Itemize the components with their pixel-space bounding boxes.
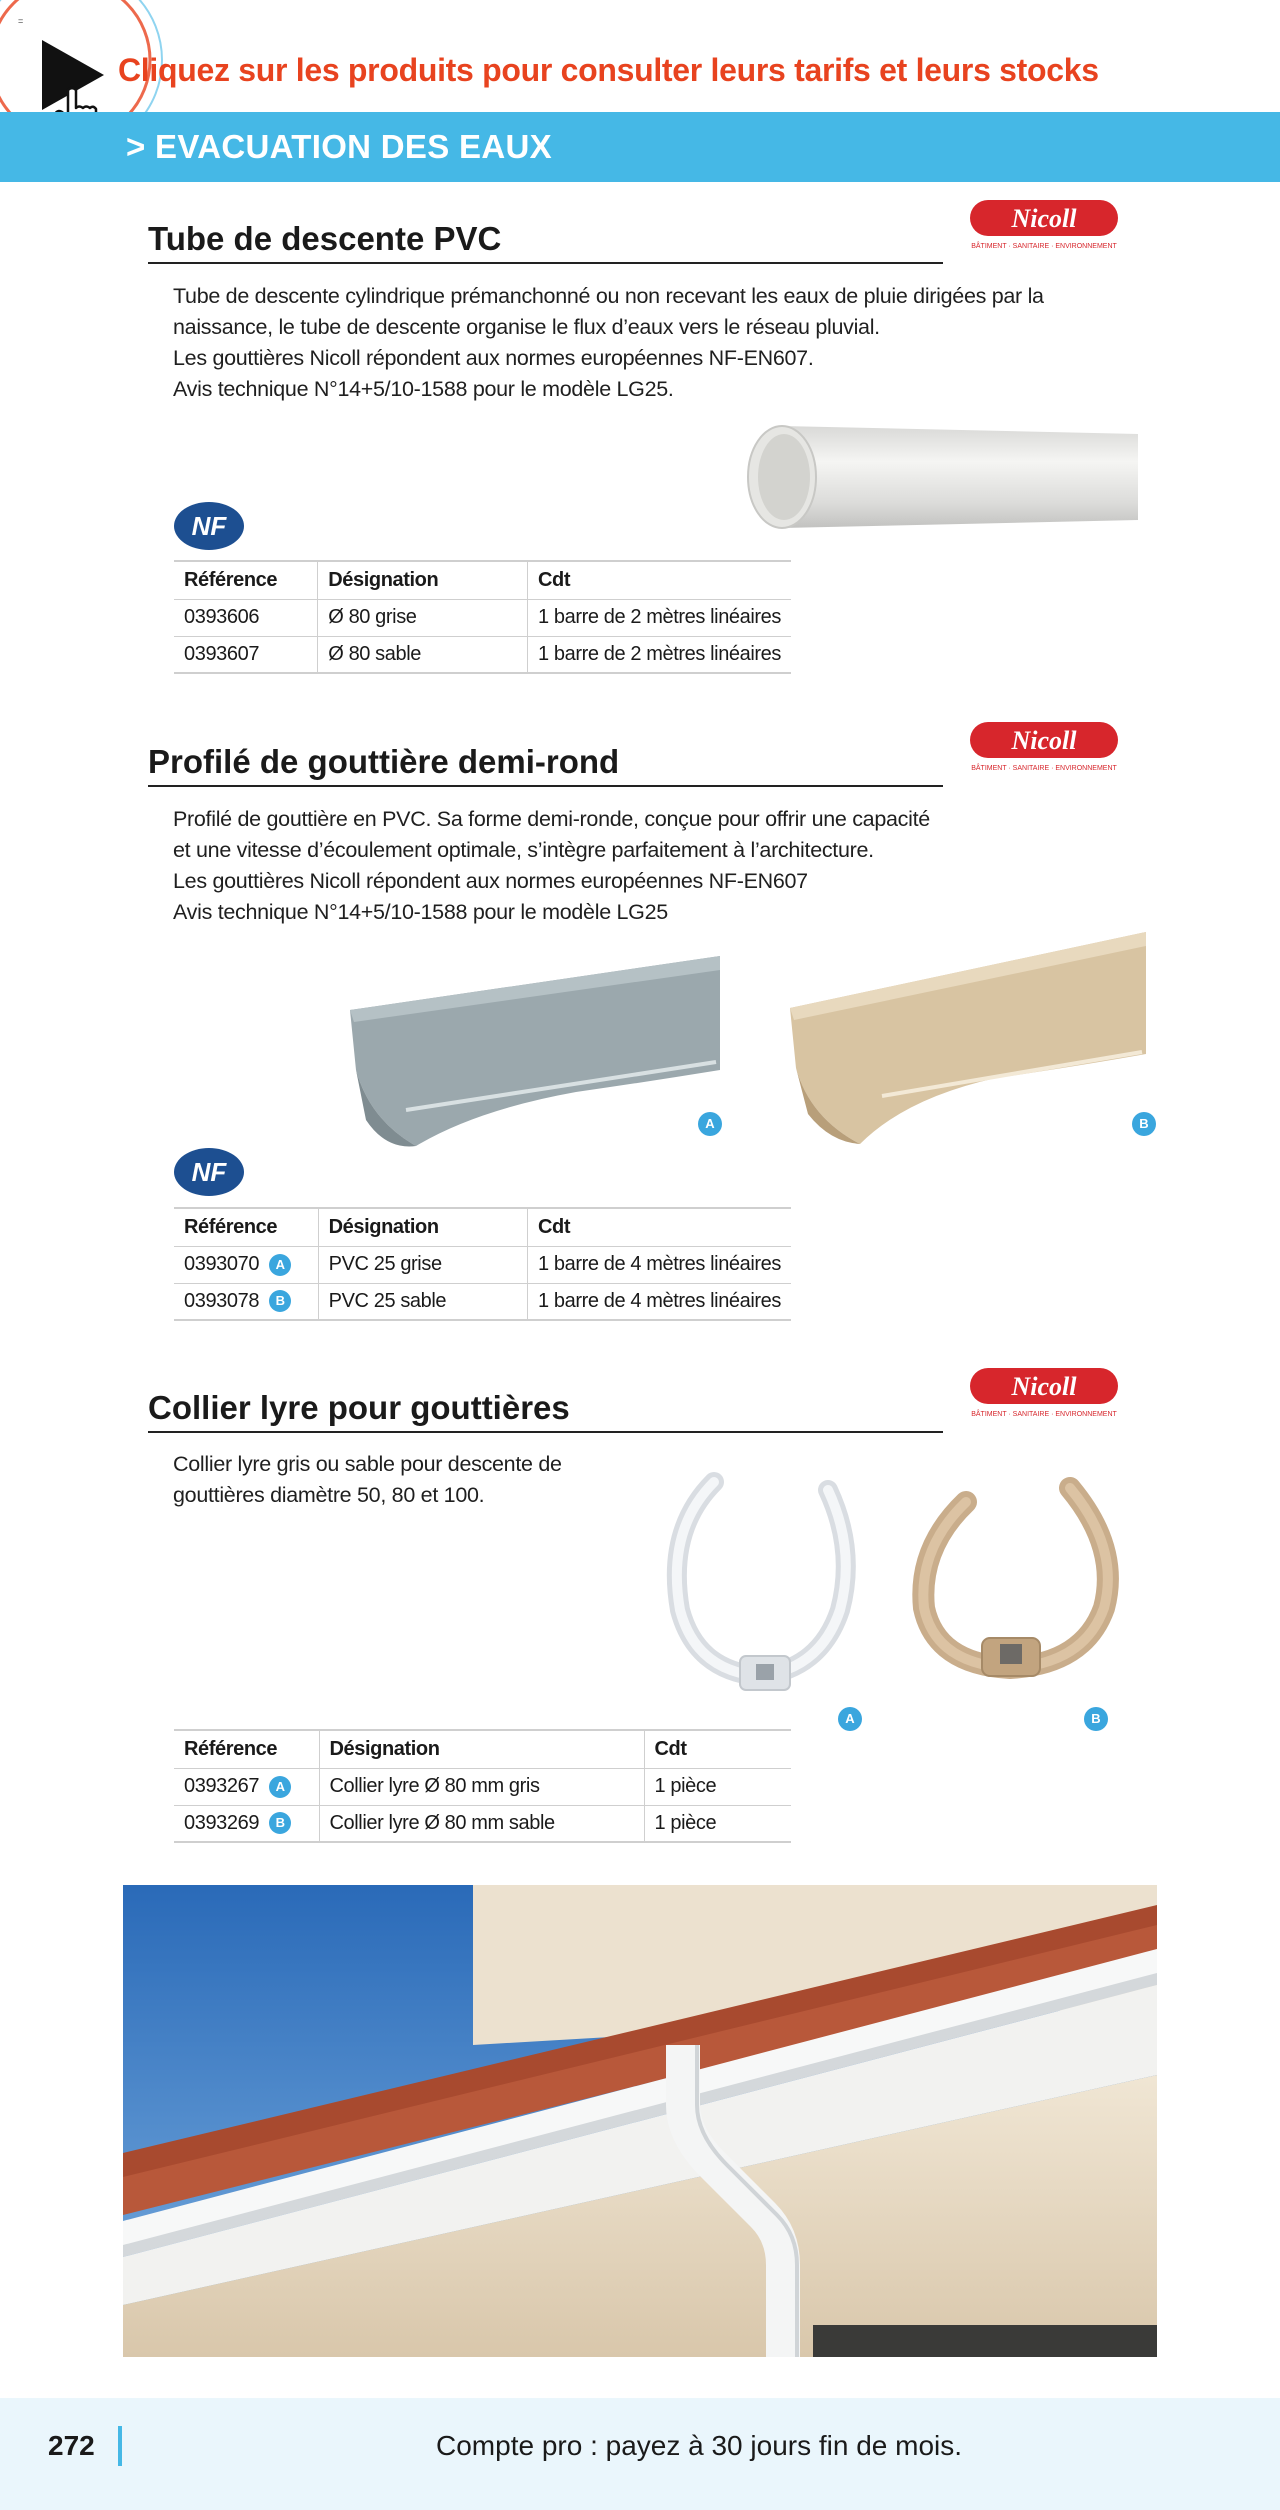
row-badge: A (269, 1254, 291, 1276)
product-description-tube: Tube de descente cylindrique prémanchonné ou non recevant les eaux de pluie dirigées par la naissance, le tube de descente organise le flux d’eaux vers le réseau pluvial. Les gouttières Nicoll répondent aux normes européennes NF-EN607. Avis technique N°14+5/10-1588 pour le modèle LG25. (173, 284, 1044, 401)
footer-payment-note: Compte pro : payez à 30 jours fin de mois. (436, 2430, 963, 2461)
cell-designation: Ø 80 sable (318, 636, 528, 673)
cell-designation: PVC 25 grise (318, 1246, 527, 1283)
cell-reference[interactable]: 0393269 B (174, 1805, 319, 1842)
cell-cdt: 1 barre de 4 mètres linéaires (528, 1283, 791, 1320)
product-title-tube[interactable]: Tube de descente PVC (148, 220, 943, 264)
nf-certification-logo (172, 500, 246, 552)
spec-table-collar (174, 1729, 791, 1843)
cell-designation: PVC 25 sable (318, 1283, 527, 1320)
product-title-gutter[interactable]: Profilé de gouttière demi-rond (148, 743, 943, 787)
cell-cdt: 1 barre de 2 mètres linéaires (528, 636, 791, 673)
brand-tagline: BÂTIMENT · SANITAIRE · ENVIRONNEMENT (971, 1411, 1117, 1418)
brand-tagline: BÂTIMENT · SANITAIRE · ENVIRONNEMENT (971, 765, 1117, 772)
col-header-cdt: Cdt (644, 1730, 791, 1768)
cell-cdt: 1 barre de 2 mètres linéaires (528, 599, 791, 636)
cell-reference[interactable]: 0393606 (174, 599, 318, 636)
svg-text:NF: NF (191, 1157, 227, 1187)
col-header-cdt: Cdt (528, 1208, 791, 1246)
cell-reference[interactable]: 0393607 (174, 636, 318, 673)
product-description-gutter: Profilé de gouttière en PVC. Sa forme demi-ronde, conçue pour offrir une capacité et une vitesse d’écoulement optimale, s’intègre parfaitement à l’architecture. Les gouttières Nicoll répondent aux normes européennes NF-EN607 Avis technique N°14+5/10-1588 pour le modèle LG25 (173, 807, 930, 924)
product-image-collar-grey[interactable] (660, 1460, 870, 1710)
col-header-reference: Référence (174, 1208, 318, 1246)
cell-reference[interactable]: 0393078 B (174, 1283, 318, 1320)
brand-name: Nicoll (1011, 1372, 1077, 1401)
col-header-reference: Référence (174, 1730, 319, 1768)
brand-name: Nicoll (1011, 204, 1077, 233)
page-headline[interactable]: Cliquez sur les produits pour consulter leurs tarifs et leurs stocks (118, 52, 1099, 88)
brand-tagline: BÂTIMENT · SANITAIRE · ENVIRONNEMENT (971, 243, 1117, 250)
table-row[interactable] (174, 1246, 791, 1283)
image-badge-b: B (1084, 1707, 1108, 1731)
table-row[interactable] (174, 636, 791, 673)
cell-cdt: 1 barre de 4 mètres linéaires (528, 1246, 791, 1283)
spec-table-gutter (174, 1207, 791, 1321)
cell-designation: Collier lyre Ø 80 mm sable (319, 1805, 644, 1842)
product-title-collar[interactable]: Collier lyre pour gouttières (148, 1389, 943, 1433)
row-badge: B (269, 1812, 291, 1834)
cell-reference[interactable]: 0393267 A (174, 1768, 319, 1805)
product-image-gutter-sand[interactable] (786, 928, 1148, 1148)
table-row[interactable] (174, 599, 791, 636)
image-badge-b: B (1132, 1112, 1156, 1136)
row-badge: B (269, 1290, 291, 1312)
cell-designation: Collier lyre Ø 80 mm gris (319, 1768, 644, 1805)
corner-mark: = (18, 16, 24, 26)
col-header-reference: Référence (174, 561, 318, 599)
roof-gutter-photo (123, 1885, 1157, 2357)
svg-text:NF: NF (191, 511, 227, 541)
table-row[interactable] (174, 1805, 791, 1842)
nicoll-logo (966, 1366, 1122, 1422)
section-title: > EVACUATION DES EAUX (126, 128, 552, 165)
page-number: 272 (48, 2430, 95, 2461)
col-header-cdt: Cdt (528, 561, 791, 599)
cell-designation: Ø 80 grise (318, 599, 528, 636)
image-badge-a: A (698, 1112, 722, 1136)
product-description-collar: Collier lyre gris ou sable pour descente de gouttières diamètre 50, 80 et 100. (173, 1452, 562, 1507)
nf-certification-logo (172, 1146, 246, 1198)
page-number-divider (118, 2426, 122, 2466)
table-row[interactable] (174, 1768, 791, 1805)
product-image-collar-sand[interactable] (900, 1468, 1140, 1708)
nicoll-logo (966, 198, 1122, 254)
nicoll-logo (966, 720, 1122, 776)
spec-table-tube (174, 560, 791, 674)
product-image-tube[interactable] (730, 420, 1140, 540)
col-header-designation: Désignation (318, 561, 528, 599)
brand-name: Nicoll (1011, 726, 1077, 755)
cell-cdt: 1 pièce (644, 1805, 791, 1842)
col-header-designation: Désignation (318, 1208, 527, 1246)
image-badge-a: A (838, 1707, 862, 1731)
row-badge: A (269, 1776, 291, 1798)
cell-cdt: 1 pièce (644, 1768, 791, 1805)
top-bar (0, 0, 1280, 110)
table-row[interactable] (174, 1283, 791, 1320)
col-header-designation: Désignation (319, 1730, 644, 1768)
cell-reference[interactable]: 0393070 A (174, 1246, 318, 1283)
product-image-gutter-grey[interactable] (346, 950, 722, 1160)
